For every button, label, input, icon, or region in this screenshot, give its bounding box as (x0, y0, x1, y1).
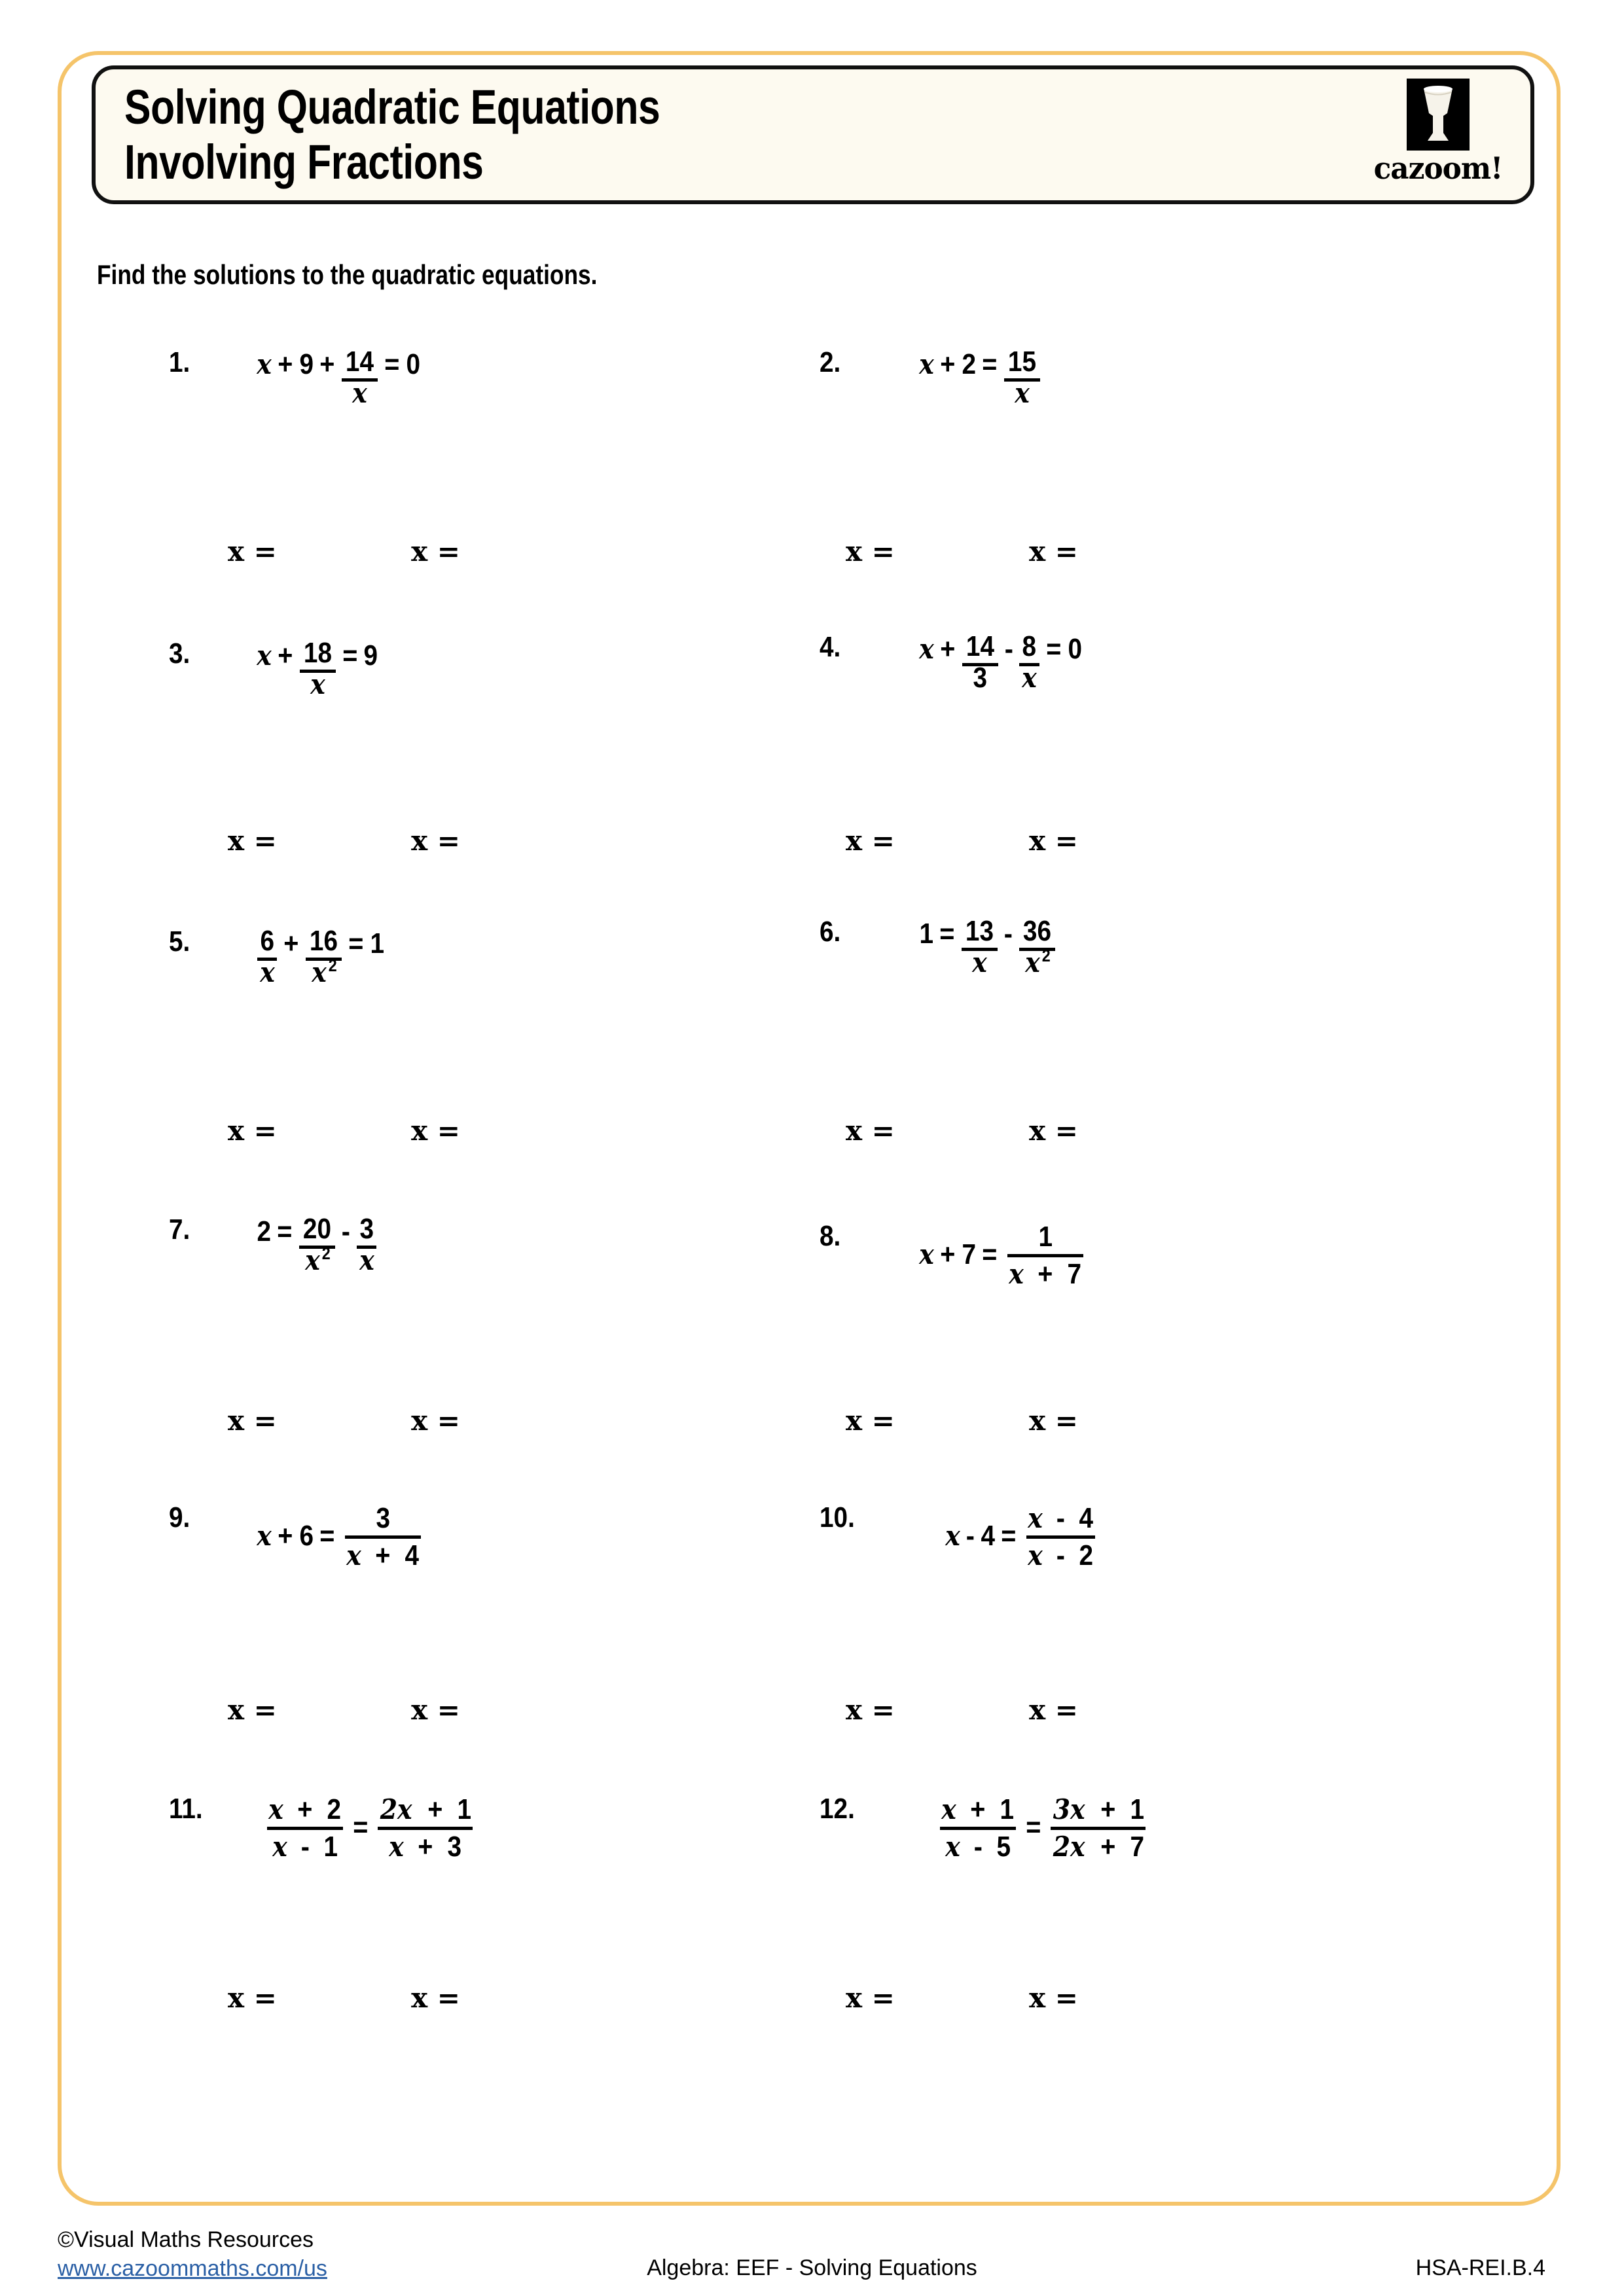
question-6-expression: 1 = $\frac{13}{x}$ - $\frac{36}{x ^2}$ (918, 916, 1057, 951)
question-8-expression: x + 7 = $\frac{1}{x + 7}$ (918, 1221, 1089, 1288)
fraction: $\frac{x + 2}{x - 1}$ (262, 1795, 348, 1862)
answer-prompt: x = (228, 1982, 277, 2014)
answer-prompt: x = (411, 825, 460, 857)
cazoommaths-link[interactable]: www.cazoommaths.com/us (58, 2256, 327, 2281)
answer-prompt: x = (228, 1694, 277, 1726)
fraction: $\frac{3}{x}$ (355, 1214, 378, 1249)
answer-line-q4[interactable] (846, 826, 1078, 856)
question-10-number: 10. (820, 1501, 855, 1534)
fraction: $\frac{13}{x}$ (960, 916, 1000, 951)
answer-line-q6[interactable] (846, 1116, 1078, 1146)
page-footer (0, 2225, 1624, 2296)
fraction: $\frac{2x + 1}{x + 3}$ (372, 1795, 478, 1862)
answer-line-q10[interactable] (846, 1695, 1078, 1725)
answer-prompt: x = (846, 1115, 895, 1147)
fraction: $\frac{36}{x ^2}$ (1017, 916, 1057, 951)
answer-prompt: x = (846, 535, 895, 567)
question-12-expression: $\frac{x + 1}{x - 5}$ = $\frac{3x + 1}{2x + 7}$ (935, 1793, 1151, 1861)
fraction: $\frac{x - 4}{x - 2}$ (1021, 1503, 1100, 1571)
answer-prompt: x = (1029, 825, 1078, 857)
answer-prompt: x = (411, 535, 460, 567)
answer-prompt: x = (228, 825, 277, 857)
fraction: $\frac{15}{x}$ (1002, 347, 1042, 382)
answer-prompt: x = (228, 1405, 277, 1437)
answer-prompt: x = (1029, 535, 1078, 567)
answer-prompt: x = (846, 1405, 895, 1437)
question-4-number: 4. (820, 631, 841, 663)
answer-line-q1[interactable] (228, 537, 460, 567)
fraction: $\frac{20}{x ^2}$ (297, 1214, 337, 1249)
fraction: $\frac{16}{x ^2}$ (304, 926, 344, 961)
question-2-expression: x + 2 = $\frac{15}{x}$ (918, 347, 1042, 382)
instruction-text: Find the solutions to the quadratic equations. (97, 259, 598, 290)
fraction: $\frac{3}{x + 4}$ (340, 1503, 426, 1571)
answer-prompt: x = (1029, 1405, 1078, 1437)
answer-prompt: x = (228, 535, 277, 567)
answer-prompt: x = (846, 1694, 895, 1726)
question-4-expression: x + $\frac{14}{3}$ - $\frac{8}{x}$ = 0 (919, 630, 1082, 694)
answer-prompt: x = (846, 825, 895, 857)
answer-prompt: x = (1029, 1115, 1078, 1147)
fraction: $\frac{14}{x}$ (340, 347, 380, 382)
question-1-number: 1. (169, 346, 190, 378)
question-10-expression: x - 4 = $\frac{x - 4}{x - 2}$ (944, 1502, 1100, 1570)
fraction: $\frac{18}{x}$ (298, 638, 338, 673)
cazoom-wordmark: cazoom! (1373, 151, 1503, 186)
copyright-text: ©Visual Maths Resources (58, 2227, 314, 2252)
fraction: $\frac{8}{x}$ (1017, 632, 1041, 666)
question-6-number: 6. (820, 916, 841, 948)
question-8-number: 8. (820, 1220, 841, 1252)
question-7-number: 7. (169, 1213, 190, 1246)
question-1-expression: x + 9 + $\frac{14}{x}$ = 0 (257, 346, 420, 409)
page-title-line-2: Involving Fractions (124, 135, 484, 189)
page-title-line-1: Solving Quadratic Equations (124, 80, 660, 134)
question-11-expression: $\frac{x + 2}{x - 1}$ = $\frac{2x + 1}{x + 3}$ (262, 1793, 478, 1861)
answer-line-q9[interactable] (228, 1695, 460, 1725)
question-9-number: 9. (169, 1501, 190, 1534)
answer-line-q12[interactable] (846, 1983, 1078, 2013)
question-11-number: 11. (169, 1793, 203, 1825)
answer-line-q5[interactable] (228, 1116, 460, 1146)
fraction: $\frac{1}{x + 7}$ (1002, 1222, 1089, 1289)
question-5-number: 5. (169, 925, 190, 958)
answer-prompt: x = (411, 1694, 460, 1726)
question-9-expression: x + 6 = $\frac{3}{x + 4}$ (255, 1502, 426, 1570)
question-5-expression: $\frac{6}{x}$ + $\frac{16}{x ^2}$ = 1 (255, 926, 386, 961)
answer-prompt: x = (411, 1115, 460, 1147)
question-2-number: 2. (820, 346, 841, 378)
question-3-expression: x + $\frac{18}{x}$ = 9 (257, 637, 378, 700)
answer-prompt: x = (1029, 1694, 1078, 1726)
fraction: $\frac{14}{3}$ (960, 632, 1000, 666)
question-3-number: 3. (169, 637, 190, 670)
answer-prompt: x = (228, 1115, 277, 1147)
footer-standard-code: HSA-REI.B.4 (1415, 2255, 1545, 2280)
fraction: $\frac{6}{x}$ (255, 926, 279, 961)
answer-line-q8[interactable] (846, 1406, 1078, 1436)
answer-prompt: x = (1029, 1982, 1078, 2014)
footer-topic: Algebra: EEF - Solving Equations (647, 2255, 977, 2280)
question-12-number: 12. (820, 1793, 855, 1825)
fraction: $\frac{x + 1}{x - 5}$ (935, 1795, 1021, 1862)
answer-prompt: x = (411, 1982, 460, 2014)
answer-line-q3[interactable] (228, 826, 460, 856)
answer-line-q11[interactable] (228, 1983, 460, 2013)
answer-line-q7[interactable] (228, 1406, 460, 1436)
answer-prompt: x = (411, 1405, 460, 1437)
answer-prompt: x = (846, 1982, 895, 2014)
answer-line-q2[interactable] (846, 537, 1078, 567)
question-7-expression: 2 = $\frac{20}{x ^2}$ - $\frac{3}{x}$ (255, 1214, 378, 1249)
fraction: $\frac{3x + 1}{2x + 7}$ (1045, 1795, 1151, 1862)
